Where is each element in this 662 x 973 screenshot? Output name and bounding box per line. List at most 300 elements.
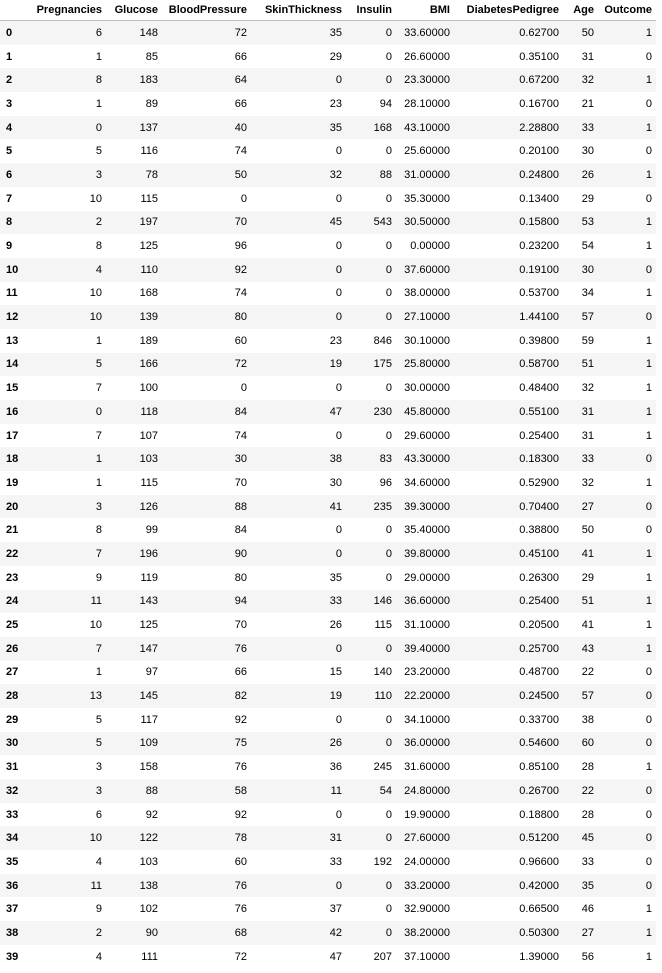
table-cell: 115 [374,619,392,632]
table-cell: 34.10000 [404,713,450,726]
table-cell: 35.40000 [404,524,450,537]
table-cell: 7 [95,382,102,395]
table-cell: 38 [581,713,594,726]
table-cell: 0.26700 [519,784,559,797]
table-cell: 99 [145,524,158,537]
table-cell: 74 [234,287,247,300]
table-cell: 47 [329,405,342,418]
table-cell: 0.70400 [519,500,559,513]
row-index: 18 [6,453,19,466]
table-row [0,376,656,400]
table-cell: 5 [95,737,102,750]
table-cell: 0.20500 [519,619,559,632]
table-cell: 32 [581,476,594,489]
table-cell: 1 [645,571,652,584]
table-cell: 0 [335,879,342,892]
row-index: 8 [6,216,13,229]
table-cell: 1 [645,903,652,916]
table-row [0,447,656,471]
table-cell: 122 [139,832,158,845]
table-cell: 0 [335,382,342,395]
table-cell: 0 [335,808,342,821]
table-cell: 57 [581,690,594,703]
table-cell: 34 [581,287,594,300]
table-cell: 35 [329,121,342,134]
table-row [0,163,656,187]
table-cell: 6 [95,26,102,39]
row-index: 36 [6,879,19,892]
table-row [0,68,656,92]
table-cell: 68 [234,926,247,939]
table-cell: 0 [385,713,392,726]
table-cell: 0 [335,713,342,726]
row-index: 29 [6,713,19,726]
table-cell: 80 [234,571,247,584]
table-cell: 0.42000 [519,879,559,892]
table-cell: 103 [139,453,158,466]
column-header: Pregnancies [28,0,106,21]
table-cell: 10 [89,832,102,845]
table-cell: 137 [139,121,158,134]
table-cell: 31.00000 [404,168,450,181]
table-cell: 125 [139,619,158,632]
table-cell: 8 [95,74,102,87]
table-cell: 2 [95,216,102,229]
table-cell: 76 [234,903,247,916]
table-cell: 75 [234,737,247,750]
row-index: 17 [6,429,19,442]
row-index: 39 [6,950,19,963]
table-cell: 0 [335,145,342,158]
table-cell: 27.10000 [404,311,450,324]
table-cell: 0 [645,737,652,750]
table-row [0,258,656,282]
table-cell: 30.10000 [404,334,450,347]
table-cell: 5 [95,145,102,158]
table-cell: 118 [140,405,158,418]
table-cell: 0.13400 [519,192,559,205]
table-cell: 43.30000 [404,453,450,466]
table-cell: 0 [645,97,652,110]
table-cell: 145 [139,690,158,703]
table-cell: 54 [581,240,594,253]
table-cell: 33.60000 [404,26,450,39]
table-cell: 0 [335,642,342,655]
table-cell: 0 [645,879,652,892]
table-cell: 1 [645,121,652,134]
table-row [0,921,656,945]
table-cell: 1 [645,240,652,253]
table-cell: 1 [95,476,102,489]
table-cell: 0.51200 [519,832,559,845]
table-cell: 0.45100 [519,547,559,560]
table-cell: 115 [140,476,158,489]
table-cell: 0 [95,121,102,134]
table-cell: 10 [89,287,102,300]
table-cell: 110 [374,690,392,703]
table-cell: 1 [645,595,652,608]
row-index: 22 [6,547,19,560]
table-cell: 11 [90,879,102,892]
table-cell: 0 [645,311,652,324]
table-cell: 30 [581,145,594,158]
table-cell: 0 [385,547,392,560]
table-row [0,874,656,898]
row-index: 21 [6,524,19,537]
table-row [0,234,656,258]
row-index: 25 [6,619,19,632]
table-cell: 32 [581,382,594,395]
table-cell: 11 [330,784,342,797]
row-index: 37 [6,903,19,916]
table-cell: 543 [373,216,392,229]
table-cell: 23.20000 [404,666,450,679]
table-cell: 32 [581,74,594,87]
table-cell: 36 [329,761,342,774]
table-cell: 33.20000 [404,879,450,892]
table-cell: 56 [581,950,594,963]
table-cell: 0.48400 [519,382,559,395]
table-cell: 0 [645,784,652,797]
table-cell: 0.16700 [519,97,559,110]
table-cell: 30 [581,263,594,276]
table-row [0,803,656,827]
table-cell: 1 [95,666,102,679]
table-cell: 0.15800 [519,216,559,229]
table-cell: 1 [645,334,652,347]
table-cell: 33 [329,595,342,608]
header-row [0,0,656,21]
table-header [0,0,656,21]
table-cell: 0 [335,547,342,560]
table-cell: 1 [95,453,102,466]
row-index: 30 [6,737,19,750]
table-cell: 0 [385,311,392,324]
table-cell: 13 [89,690,102,703]
table-cell: 85 [145,50,158,63]
table-cell: 3 [95,761,102,774]
table-cell: 189 [139,334,158,347]
table-row [0,329,656,353]
table-cell: 1 [645,287,652,300]
row-index: 35 [6,855,19,868]
table-cell: 29.00000 [404,571,450,584]
table-cell: 0.96600 [519,855,559,868]
table-cell: 138 [139,879,158,892]
table-cell: 0.23200 [519,240,559,253]
table-cell: 46 [581,903,594,916]
table-row [0,613,656,637]
table-cell: 74 [234,429,247,442]
table-cell: 97 [145,666,158,679]
table-cell: 0 [335,240,342,253]
table-cell: 0.18300 [519,453,559,466]
table-cell: 28 [581,808,594,821]
table-cell: 0 [385,429,392,442]
table-cell: 59 [581,334,594,347]
table-cell: 31.60000 [404,761,450,774]
table-cell: 100 [139,382,158,395]
table-cell: 26.60000 [404,50,450,63]
table-cell: 47 [329,950,342,963]
table-cell: 0 [385,903,392,916]
table-cell: 207 [373,950,392,963]
table-cell: 41 [581,547,594,560]
table-cell: 66 [234,50,247,63]
table-cell: 50 [581,26,594,39]
table-cell: 119 [140,571,158,584]
table-cell: 19.90000 [404,808,450,821]
table-row [0,518,656,542]
table-cell: 1 [645,429,652,442]
table-row [0,495,656,519]
table-cell: 36.60000 [404,595,450,608]
table-cell: 0 [645,192,652,205]
table-cell: 117 [140,713,158,726]
table-cell: 22.20000 [404,690,450,703]
table-cell: 0 [645,50,652,63]
table-cell: 41 [581,619,594,632]
table-cell: 92 [234,713,247,726]
table-row [0,850,656,874]
table-cell: 38.00000 [404,287,450,300]
table-cell: 31 [581,429,594,442]
table-cell: 7 [95,429,102,442]
column-header: BMI [396,0,454,21]
table-cell: 8 [95,240,102,253]
table-cell: 70 [234,619,247,632]
table-cell: 1.39000 [519,950,559,963]
table-cell: 94 [379,97,392,110]
table-cell: 92 [145,808,158,821]
table-cell: 28 [581,761,594,774]
table-cell: 26 [581,168,594,181]
table-cell: 9 [95,903,102,916]
row-index: 16 [6,405,19,418]
table-row [0,542,656,566]
table-cell: 0.25400 [519,429,559,442]
table-cell: 168 [373,121,392,134]
table-cell: 25.60000 [404,145,450,158]
table-row [0,684,656,708]
table-cell: 92 [234,263,247,276]
table-cell: 1 [645,926,652,939]
table-cell: 147 [139,642,158,655]
table-cell: 11 [90,595,102,608]
table-cell: 0.00000 [410,240,450,253]
table-cell: 30 [329,476,342,489]
row-index: 14 [6,358,19,371]
table-cell: 0 [240,382,247,395]
row-index: 6 [6,168,13,181]
table-cell: 0.19100 [519,263,559,276]
table-cell: 23 [329,334,342,347]
table-cell: 31 [581,50,594,63]
table-row [0,590,656,614]
table-cell: 30.00000 [404,382,450,395]
table-cell: 23 [329,97,342,110]
table-cell: 0 [645,713,652,726]
table-cell: 0.66500 [519,903,559,916]
table-cell: 7 [95,547,102,560]
table-cell: 0 [335,524,342,537]
table-cell: 31.10000 [404,619,450,632]
row-index: 15 [6,382,19,395]
table-cell: 19 [329,358,342,371]
table-cell: 38.20000 [404,926,450,939]
table-cell: 66 [234,97,247,110]
row-index: 7 [6,192,13,205]
table-cell: 9 [95,571,102,584]
table-cell: 21 [581,97,594,110]
table-cell: 88 [145,784,158,797]
table-cell: 83 [379,453,392,466]
table-cell: 3 [95,784,102,797]
table-cell: 0.26300 [519,571,559,584]
table-cell: 0 [335,311,342,324]
table-cell: 0 [645,453,652,466]
table-cell: 196 [139,547,158,560]
table-cell: 0 [645,832,652,845]
table-cell: 1 [645,547,652,560]
table-row [0,211,656,235]
column-header: BloodPressure [162,0,251,21]
table-cell: 1 [95,50,102,63]
table-row [0,945,656,969]
table-cell: 27 [581,500,594,513]
table-cell: 1 [645,168,652,181]
table-row [0,566,656,590]
table-cell: 110 [140,263,158,276]
table-cell: 158 [139,761,158,774]
row-index: 28 [6,690,19,703]
table-cell: 26 [329,619,342,632]
table-cell: 72 [234,358,247,371]
table-cell: 0 [645,500,652,513]
table-cell: 42 [329,926,342,939]
table-cell: 0 [385,263,392,276]
table-row [0,424,656,448]
table-cell: 78 [145,168,158,181]
table-cell: 0 [385,571,392,584]
table-cell: 0 [645,855,652,868]
table-cell: 0 [335,192,342,205]
table-cell: 31 [581,405,594,418]
table-cell: 0 [645,808,652,821]
table-cell: 0 [385,192,392,205]
table-cell: 235 [373,500,392,513]
table-cell: 1 [645,74,652,87]
table-cell: 60 [234,334,247,347]
table-cell: 24.00000 [404,855,450,868]
table-cell: 103 [139,855,158,868]
table-cell: 58 [234,784,247,797]
table-row [0,826,656,850]
table-cell: 0 [385,524,392,537]
table-cell: 0.24800 [519,168,559,181]
row-index: 2 [6,74,13,87]
table-cell: 0.58700 [519,358,559,371]
table-cell: 245 [373,761,392,774]
table-cell: 35 [329,571,342,584]
row-index: 33 [6,808,19,821]
table-cell: 0 [335,263,342,276]
column-header: Glucose [106,0,162,21]
table-cell: 33 [581,855,594,868]
table-cell: 50 [581,524,594,537]
table-cell: 0.53700 [519,287,559,300]
table-cell: 33 [581,121,594,134]
table-row [0,305,656,329]
table-cell: 0.35100 [519,50,559,63]
table-cell: 116 [140,145,158,158]
table-cell: 115 [140,192,158,205]
table-cell: 0 [385,926,392,939]
table-cell: 0.50300 [519,926,559,939]
table-row [0,139,656,163]
table-row [0,755,656,779]
table-cell: 0 [385,832,392,845]
table-cell: 0.62700 [519,26,559,39]
table-row [0,400,656,424]
table-cell: 35 [581,879,594,892]
table-cell: 2.28800 [519,121,559,134]
table-cell: 30 [234,453,247,466]
table-row [0,116,656,140]
table-cell: 183 [139,74,158,87]
table-cell: 148 [139,26,158,39]
column-header: Age [563,0,598,21]
table-cell: 3 [95,500,102,513]
table-cell: 197 [139,216,158,229]
table-cell: 43.10000 [404,121,450,134]
table-cell: 45 [329,216,342,229]
table-cell: 53 [581,216,594,229]
table-cell: 10 [89,619,102,632]
table-cell: 0 [645,690,652,703]
table-cell: 0 [645,145,652,158]
table-cell: 10 [89,192,102,205]
table-cell: 0.18800 [519,808,559,821]
table-cell: 0 [385,74,392,87]
table-cell: 4 [95,950,102,963]
row-index: 5 [6,145,13,158]
table-cell: 70 [234,476,247,489]
table-cell: 89 [145,97,158,110]
table-cell: 39.40000 [404,642,450,655]
table-cell: 28.10000 [404,97,450,110]
table-cell: 78 [234,832,247,845]
table-row [0,708,656,732]
table-cell: 4 [95,855,102,868]
table-cell: 0 [335,287,342,300]
table-cell: 33 [581,453,594,466]
table-cell: 4 [95,263,102,276]
table-cell: 1 [645,476,652,489]
table-cell: 175 [373,358,392,371]
table-cell: 0.39800 [519,334,559,347]
table-cell: 36.00000 [404,737,450,750]
table-cell: 140 [373,666,392,679]
table-row [0,661,656,685]
table-cell: 192 [373,855,392,868]
table-cell: 0 [335,74,342,87]
column-header: DiabetesPedigree [454,0,563,21]
table-cell: 92 [234,808,247,821]
table-cell: 1 [645,642,652,655]
table-cell: 8 [95,524,102,537]
table-cell: 90 [145,926,158,939]
